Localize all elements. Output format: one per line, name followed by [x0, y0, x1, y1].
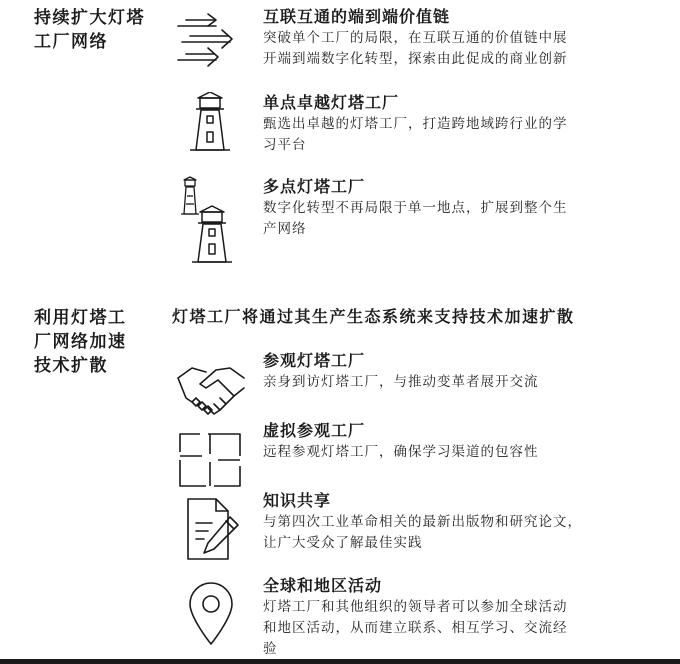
item-desc-line: 与第四次工业革命相关的最新出版物和研究论文，: [263, 514, 582, 530]
item-knowledge-sharing: [176, 490, 676, 570]
section2-title-line: 厂网络加速: [34, 332, 127, 352]
section2-title-line: 利用灯塔工: [34, 308, 127, 328]
section1-title-line: 持续扩大灯塔: [34, 8, 145, 28]
item-desc-line: 突破单个工厂的局限，在互联互通的价值链中展: [263, 30, 568, 46]
item-title: 全球和地区活动: [263, 576, 383, 595]
item-desc-line: 开端到端数字化转型，探索由此促成的商业创新: [263, 51, 568, 67]
item-desc-line: 和地区活动，从而建立联系、相互学习、交流经: [263, 620, 568, 636]
item-value-chain: [176, 6, 676, 86]
section2-title: [34, 306, 127, 378]
document-pen-icon: [176, 490, 246, 570]
item-desc-line: 远程参观灯塔工厂，确保学习渠道的包容性: [263, 444, 539, 460]
section1-title: [34, 6, 145, 54]
item-title: 虚拟参观工厂: [263, 421, 366, 440]
section2-title-line: 技术扩散: [34, 356, 108, 376]
item-visit-factory: [176, 350, 676, 430]
section2-lead: 灯塔工厂将通过其生产生态系统来支持技术加速扩散: [172, 307, 575, 326]
item-virtual-visit: [176, 420, 676, 500]
arrows-icon: [176, 6, 246, 86]
handshake-icon: [176, 350, 246, 430]
item-title: 单点卓越灯塔工厂: [263, 93, 400, 112]
item-desc-line: 数字化转型不再局限于单一地点，扩展到整个生: [263, 200, 568, 216]
item-title: 参观灯塔工厂: [263, 351, 366, 370]
floor-plan-icon: [176, 420, 246, 500]
bottom-divider: [0, 659, 680, 664]
item-desc-line: 产网络: [263, 221, 307, 237]
item-desc-line: 习平台: [263, 137, 307, 153]
item-global-events: [176, 575, 676, 655]
item-single-lighthouse: [176, 92, 676, 172]
item-title: 互联互通的端到端价值链: [263, 7, 451, 26]
item-desc-line: 验: [263, 641, 278, 657]
item-desc-line: 亲身到访灯塔工厂，与推动变革者展开交流: [263, 374, 539, 390]
item-desc-line: 甄选出卓越的灯塔工厂，打造跨地域跨行业的学: [263, 116, 568, 132]
item-title: 知识共享: [263, 491, 332, 510]
section1-title-line: 工厂网络: [34, 32, 108, 52]
location-pin-icon: [176, 575, 246, 655]
lighthouse-icon: [176, 92, 246, 172]
item-multi-lighthouse: [176, 176, 676, 268]
item-title: 多点灯塔工厂: [263, 177, 366, 196]
multi-lighthouse-icon: [176, 176, 246, 268]
item-desc-line: 让广大受众了解最佳实践: [263, 535, 423, 551]
item-desc-line: 灯塔工厂和其他组织的领导者可以参加全球活动: [263, 599, 568, 615]
